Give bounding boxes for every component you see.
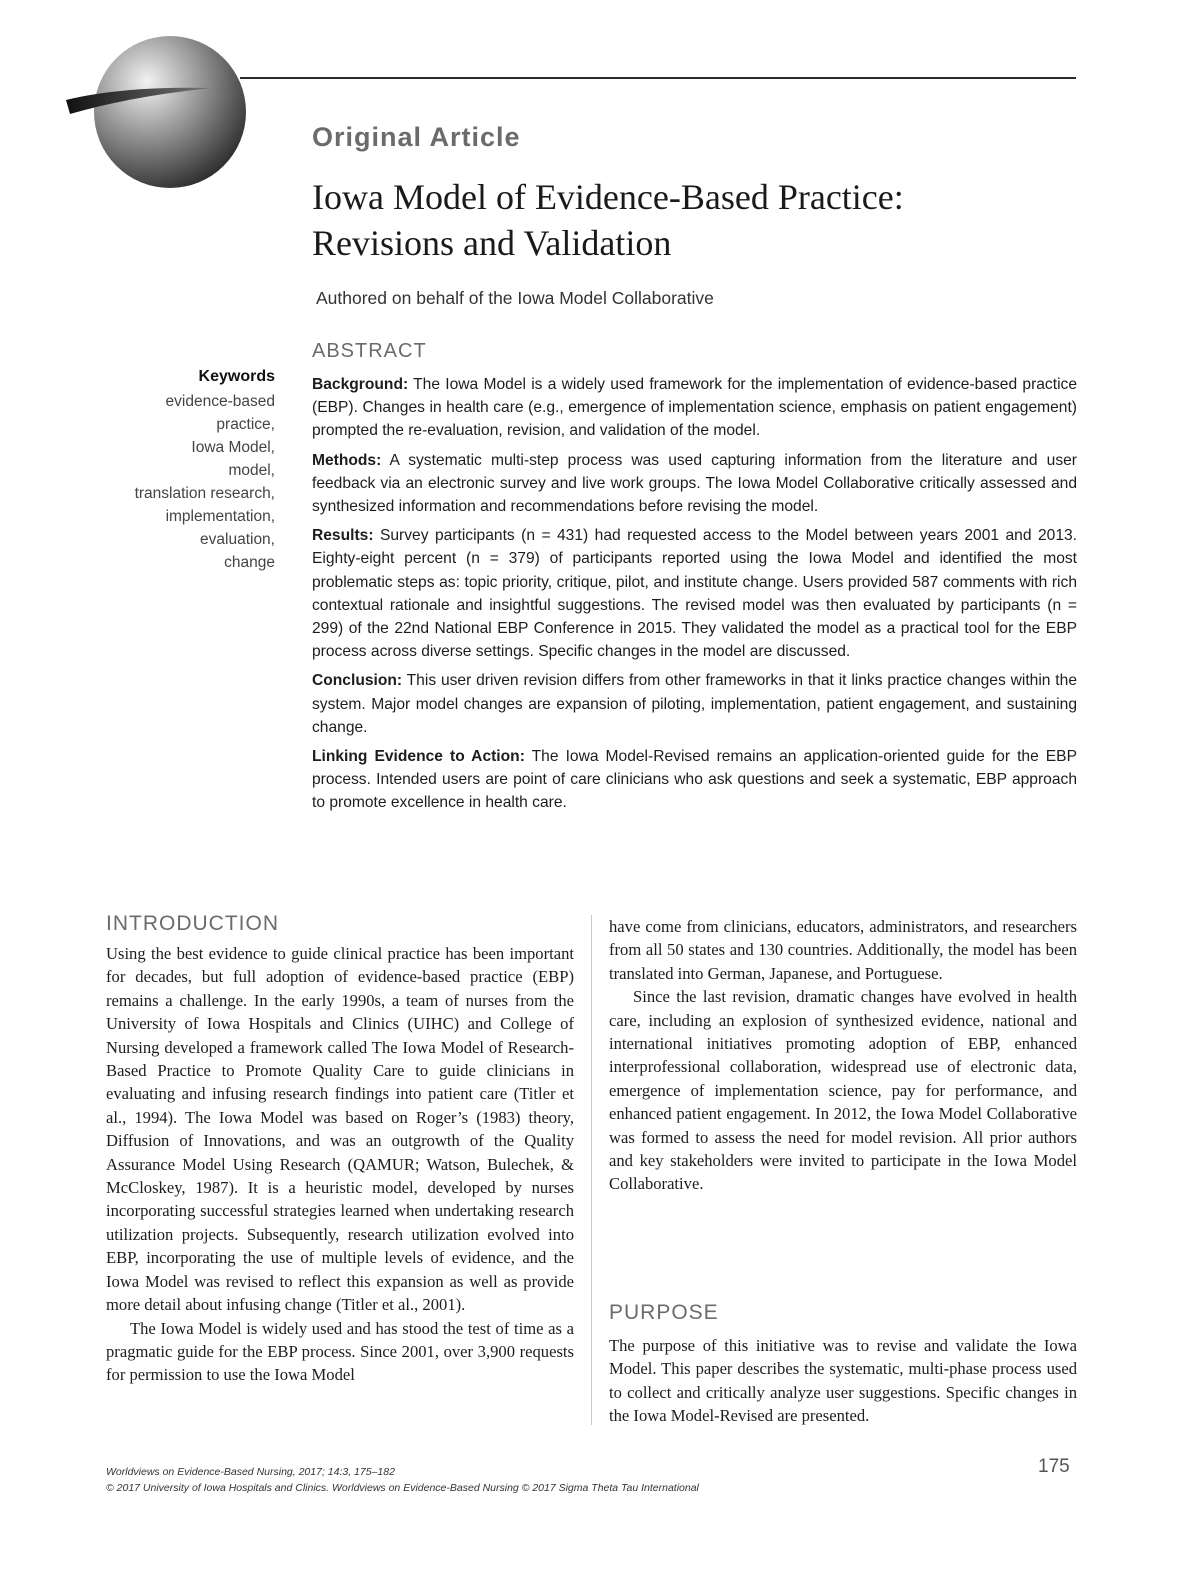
page-number: 175 (1038, 1456, 1070, 1477)
abstract-heading: ABSTRACT (312, 340, 427, 362)
header-rule (240, 77, 1076, 79)
purpose-paragraph: The purpose of this initiative was to revise and validate the Iowa Model. This paper describes the systematic, multi-phase process used to collect and critically analyze user suggestions. Specific changes in the Iowa Model-Revised are presented. (609, 1336, 1077, 1426)
keywords-panel (100, 365, 275, 574)
article-title-line-2: Revisions and Validation (312, 223, 672, 263)
journal-logo-sphere (62, 30, 252, 200)
abstract-results-label: Results: (312, 527, 374, 545)
article-title-line-1: Iowa Model of Evidence-Based Practice: (312, 177, 904, 217)
abstract-background (312, 373, 1077, 443)
abstract-conclusion-text: This user driven revision differs from other frameworks in that it links practice changes within the system. Major model changes are expansion of piloting, implementation, patient engagement, and sustaining change. (312, 672, 1077, 736)
abstract-conclusion (312, 669, 1077, 739)
article-title (312, 174, 1072, 266)
footer-copyright: © 2017 University of Iowa Hospitals and Clinics. Worldviews on Evidence-Based Nursing © 2017 Sigma Theta Tau International (106, 1482, 699, 1494)
abstract-linking (312, 745, 1077, 815)
column-divider (591, 915, 592, 1425)
body-column-left (106, 942, 574, 1387)
keyword-item: evidence-based (165, 393, 275, 410)
abstract-body (312, 373, 1077, 821)
abstract-results-text: Survey participants (n = 431) had requested access to the Model between years 2001 and 2013. Eighty-eight percent (n = 379) of participants reported using the Iowa Model and identified the most problematic steps as: topic priority, critique, pilot, and institute change. Users provided 587 comments with rich contextual rationale and insightful suggestions. The revised model was then evaluated by participants (n = 299) of the 22nd National EBP Conference in 2015. They validated the model as a practical tool for the EBP process across diverse settings. Specific changes in the model are discussed. (312, 527, 1077, 661)
keyword-item: translation research, (134, 485, 275, 502)
article-type-label: Original Article (312, 122, 521, 152)
abstract-background-text: The Iowa Model is a widely used framework for the implementation of evidence-based practice (EBP). Changes in health care (e.g., emergence of implementation science, emphasis on patient engagement) prompted the re-evaluation, revision, and validation of the model. (312, 376, 1077, 440)
intro-paragraph-2: The Iowa Model is widely used and has stood the test of time as a pragmatic guide for the EBP process. Since 2001, over 3,900 requests for permission to use the Iowa Model (106, 1318, 574, 1385)
abstract-linking-label: Linking Evidence to Action: (312, 748, 525, 766)
abstract-methods-label: Methods: (312, 451, 382, 469)
intro-paragraph-3: Since the last revision, dramatic changes have evolved in health care, including an explosion of synthesized evidence, national and international initiatives promoting adoption of EBP, enhanced interprofessional collaboration, widespread use of electronic data, emergence of implementation science, pay for performance, and enhanced patient engagement. In 2012, the Iowa Model Collaborative was formed to assess the need for model revision. All prior authors and key stakeholders were invited to participate in the Iowa Model Collaborative. (609, 987, 1077, 1194)
abstract-methods (312, 449, 1077, 519)
keyword-item: practice, (216, 416, 275, 433)
purpose-heading: PURPOSE (609, 1301, 719, 1324)
author-byline: Authored on behalf of the Iowa Model Collaborative (316, 288, 714, 308)
abstract-conclusion-label: Conclusion: (312, 672, 403, 690)
introduction-heading: INTRODUCTION (106, 912, 279, 935)
keyword-item: implementation, (165, 508, 275, 525)
footer-citation: Worldviews on Evidence-Based Nursing, 2017; 14:3, 175–182 (106, 1466, 395, 1478)
keyword-item: change (224, 554, 275, 571)
keyword-item: Iowa Model, (191, 439, 275, 456)
abstract-results (312, 524, 1077, 663)
abstract-methods-text: A systematic multi-step process was used capturing information from the literature and user feedback via an electronic survey and live work groups. The Iowa Model Collaborative critically assessed and synthesized information and recommendations before revising the model. (312, 451, 1077, 516)
abstract-background-label: Background: (312, 376, 409, 393)
keywords-heading: Keywords (198, 368, 275, 385)
purpose-body (609, 1334, 1077, 1428)
keyword-item: evaluation, (200, 531, 275, 548)
intro-paragraph-2-continued: have come from clinicians, educators, administrators, and researchers from all 50 states and 130 countries. Additionally, the model has been translated into German, Japanese, and Portuguese. (609, 917, 1077, 983)
keyword-item: model, (228, 462, 275, 479)
page-footer (106, 1464, 1077, 1496)
abstract-linking-text: The Iowa Model-Revised remains an application-oriented guide for the EBP process. Intended users are point of care clinicians who ask questions and seek a systematic, EBP approach to promote excellence in health care. (312, 748, 1077, 812)
body-column-right (609, 915, 1077, 1196)
intro-paragraph-1: Using the best evidence to guide clinical practice has been important for decades, but full adoption of evidence-based practice (EBP) remains a challenge. In the early 1990s, a team of nurses from the University of Iowa Hospitals and Clinics (UIHC) and College of Nursing developed a framework called The Iowa Model of Research-Based Practice to Promote Quality Care to guide clinicians in evaluating and infusing research findings into patient care (Titler et al., 1994). The Iowa Model was based on Roger’s (1983) theory, Diffusion of Innovations, and was an outgrowth of the Quality Assurance Model Using Research (QAMUR; Watson, Bulechek, & McCloskey, 1987). It is a heuristic model, developed by nurses incorporating successful strategies learned when undertaking research utilization projects. Subsequently, research utilization evolved into EBP, incorporating the use of multiple levels of evidence, and the Iowa Model was revised to reflect this expansion as well as provide more detail about infusing change (Titler et al., 2001). (106, 944, 574, 1315)
